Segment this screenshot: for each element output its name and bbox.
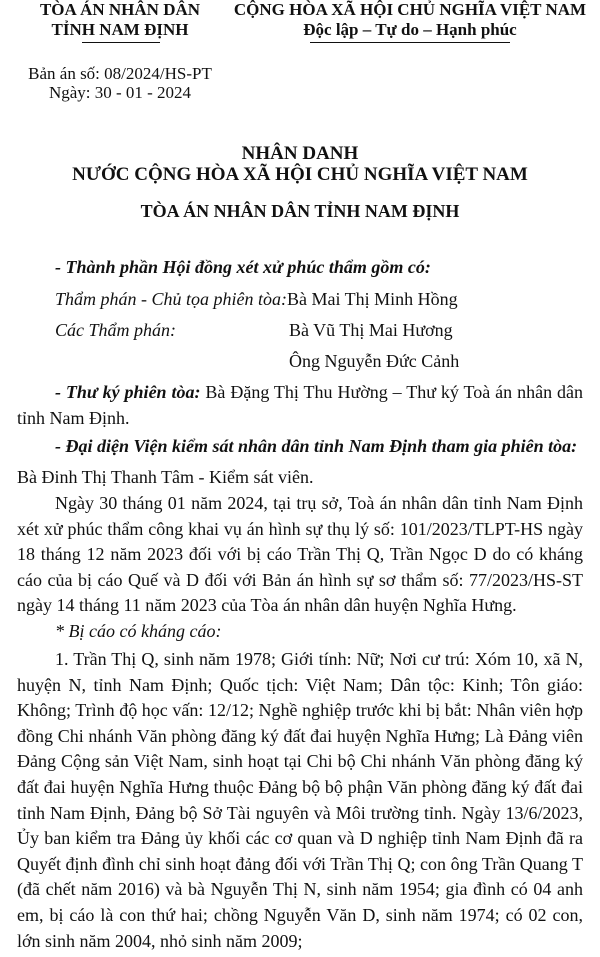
court-name-underline bbox=[82, 42, 160, 43]
panel-heading: - Thành phần Hội đồng xét xử phúc thẩm gồm có: bbox=[55, 257, 431, 277]
judge-name-1: Bà Vũ Thị Mai Hương bbox=[289, 320, 453, 340]
clerk-paragraph bbox=[17, 380, 583, 431]
judgment-date: Ngày: 30 - 01 - 2024 bbox=[48, 83, 192, 102]
judges-label: Các Thẩm phán: bbox=[55, 320, 176, 340]
country-name: NƯỚC CỘNG HÒA XÃ HỘI CHỦ NGHĨA VIỆT NAM bbox=[72, 164, 528, 185]
procuracy-text: Bà Đinh Thị Thanh Tâm - Kiểm sát viên. bbox=[17, 467, 314, 487]
clerk-label: - Thư ký phiên tòa: bbox=[55, 382, 201, 402]
republic-name: CỘNG HÒA XÃ HỘI CHỦ NGHĨA VIỆT NAM bbox=[233, 0, 587, 19]
case-number: Bản án số: 08/2024/HS-PT bbox=[28, 64, 212, 83]
national-motto: Độc lập – Tự do – Hạnh phúc bbox=[303, 20, 517, 39]
presiding-judge-label: Thẩm phán - Chủ tọa phiên tòa: bbox=[55, 289, 287, 309]
in-name-of: NHÂN DANH bbox=[241, 143, 359, 164]
judge-name-2: Ông Nguyễn Đức Cảnh bbox=[289, 351, 460, 371]
appellants-label: * Bị cáo có kháng cáo: bbox=[55, 621, 222, 641]
court-title: TÒA ÁN NHÂN DÂN TỈNH NAM ĐỊNH bbox=[140, 201, 460, 221]
procuracy-label: - Đại diện Viện kiểm sát nhân dân tỉnh Nam Định tham gia phiên tòa: bbox=[55, 436, 578, 456]
clerk-text: Bà Đặng Thị Thu Hường – Thư ký Toà án nhân dân tỉnh Nam Định. bbox=[17, 382, 583, 428]
court-name-line1: TÒA ÁN NHÂN DÂN bbox=[39, 0, 201, 19]
motto-underline bbox=[310, 42, 510, 43]
defendant-1-paragraph: 1. Trần Thị Q, sinh năm 1978; Giới tính: Nữ; Nơi cư trú: Xóm 10, xã N, huyện N, tỉnh Nam Định; Quốc tịch: Việt Nam; Dân tộc: Kinh; Tôn giáo: Không; Trình độ học vấn: 12/12; Nghề nghiệp trước khi bị bắt: Nhân viên hợp đồng Chi nhánh Văn phòng đăng ký đất đai huyện Nghĩa Hưng; Là Đảng viên Đảng Cộng sản Việt Nam, sinh hoạt tại Chi bộ Chi nhánh Văn phòng đăng ký đất đai huyện Nghĩa Hưng thuộc Đảng bộ bộ phận Văn phòng đăng ký đất đai tỉnh Nam Định, Đảng bộ Sở Tài nguyên và Môi trường tỉnh. Ngày 13/6/2023, Ủy ban kiểm tra Đảng ủy khối các cơ quan và D nghiệp tỉnh Nam Định đã ra Quyết định đình chỉ sinh hoạt đảng đối với Trần Thị Q; con ông Trần Quang T (đã chết năm 2016) và bà Nguyễn Thị N, sinh năm 1954; gia đình có 04 anh em, bị cáo là con thứ hai; chồng Nguyễn Văn D, sinh năm 1974; có 02 con, lớn sinh năm 2004, nhỏ sinh năm 2009; bbox=[17, 649, 583, 951]
presiding-judge-name: Bà Mai Thị Minh Hồng bbox=[287, 289, 458, 309]
intro-paragraph: Ngày 30 tháng 01 năm 2024, tại trụ sở, Toà án nhân dân tỉnh Nam Định xét xử phúc thẩm công khai vụ án hình sự thụ lý số: 101/2023/TLPT-HS ngày 18 tháng 12 năm 2023 đối với bị cáo Trần Thị Q, Trần Ngọc D do có kháng cáo của bị cáo Quế và D đối với Bản án hình sự sơ thẩm số: 77/2023/HS-ST ngày 14 tháng 11 năm 2023 của Tòa án nhân dân huyện Nghĩa Hưng. bbox=[17, 493, 583, 616]
court-name-line2: TỈNH NAM ĐỊNH bbox=[51, 20, 189, 39]
